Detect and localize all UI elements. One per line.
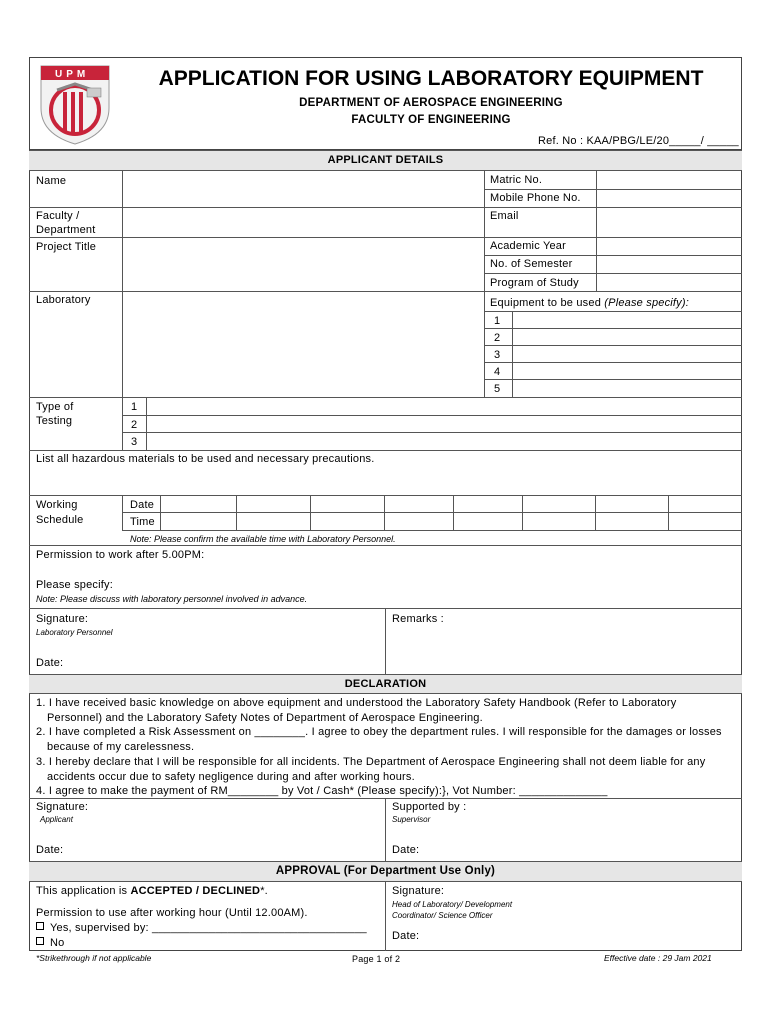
faculty-label-line2: Department <box>36 224 96 236</box>
testing-field-3[interactable] <box>147 433 741 449</box>
approval-title: APPROVAL (For Department Use Only) <box>275 865 496 877</box>
matric-field[interactable] <box>597 172 741 188</box>
declaration-line-3: 2. I have completed a Risk Assessment on ________. I agree to obey the department rules. I will responsible for the damages or losses <box>36 726 722 738</box>
testing-field-2[interactable] <box>147 416 741 431</box>
email-field[interactable] <box>597 208 741 236</box>
equipment-number-2: 2 <box>494 332 501 344</box>
name-field[interactable] <box>123 172 483 206</box>
page-number: Page 1 of 2 <box>352 954 401 964</box>
remarks-field[interactable] <box>386 628 741 674</box>
schedule-time-cells[interactable] <box>161 513 741 529</box>
lab-date-label: Date: <box>36 657 64 669</box>
laboratory-field[interactable] <box>123 292 483 396</box>
equipment-label-text: Equipment to be used <box>490 297 602 309</box>
applicant-signature-field[interactable] <box>30 826 384 841</box>
hazardous-field[interactable] <box>30 467 741 494</box>
hazardous-label: List all hazardous materials to be used and necessary precautions. <box>36 453 375 465</box>
equipment-field-5[interactable] <box>513 380 741 396</box>
permission-hour-label: Permission to use after working hour (Until 12.00AM). <box>36 907 308 919</box>
testing-number-3: 3 <box>131 436 138 448</box>
department-title: DEPARTMENT OF AEROSPACE ENGINEERING <box>299 97 563 109</box>
declaration-line-4: because of my carelessness. <box>47 741 195 753</box>
supervisor-caption: Supervisor <box>392 815 431 824</box>
academic-year-field[interactable] <box>597 238 741 254</box>
laboratory-label: Laboratory <box>36 294 91 306</box>
testing-field-1[interactable] <box>147 398 741 414</box>
faculty-label-line1: Faculty / <box>36 210 80 222</box>
declaration-line-1: 1. I have received basic knowledge on above equipment and understood the Laboratory Safety Handbook (Refer to Laboratory <box>36 697 677 709</box>
approval-status-choice[interactable]: ACCEPTED / DECLINED <box>130 885 261 897</box>
equipment-number-4: 4 <box>494 366 501 378</box>
approval-date-label: Date: <box>392 930 420 942</box>
applicant-caption: Applicant <box>40 815 73 824</box>
mobile-field[interactable] <box>597 190 741 206</box>
equipment-field-4[interactable] <box>513 363 741 378</box>
schedule-label-line2: Schedule <box>36 514 84 526</box>
faculty-title: FACULTY OF ENGINEERING <box>351 114 511 126</box>
effective-date: Effective date : 29 Jam 2021 <box>604 953 712 963</box>
upm-logo <box>33 62 117 146</box>
program-field[interactable] <box>597 274 741 290</box>
approval-status <box>36 884 268 898</box>
academic-year-label: Academic Year <box>490 240 566 252</box>
no-checkbox[interactable] <box>36 937 44 945</box>
lab-signature-label: Signature: <box>36 613 89 625</box>
faculty-field[interactable] <box>123 208 483 236</box>
semester-label: No. of Semester <box>490 258 573 270</box>
declaration-line-2: Personnel) and the Laboratory Safety Notes of Department of Aerospace Engineering. <box>47 712 483 724</box>
schedule-date-cells[interactable] <box>161 496 741 511</box>
schedule-date-label: Date <box>130 499 155 511</box>
equipment-field-1[interactable] <box>513 312 741 327</box>
schedule-note: Note: Please confirm the available time with Laboratory Personnel. <box>130 534 396 544</box>
declaration-line-7: 4. I agree to make the payment of RM________ by Vot / Cash* (Please specify):}, Vot Number: ______________ <box>36 785 608 797</box>
approval-status-prefix: This application is <box>36 885 131 897</box>
email-label: Email <box>490 210 519 222</box>
lab-signature-field[interactable] <box>30 638 384 654</box>
equipment-hint: (Please specify): <box>604 297 690 309</box>
head-caption-line2: Coordinator/ Science Officer <box>392 911 493 920</box>
name-label: Name <box>36 175 67 187</box>
supported-by-label: Supported by : <box>392 801 467 813</box>
lab-personnel-caption: Laboratory Personnel <box>36 628 113 637</box>
yes-checkbox[interactable] <box>36 922 44 930</box>
form-title: APPLICATION FOR USING LABORATORY EQUIPMENT <box>158 67 704 90</box>
remarks-label: Remarks : <box>392 613 444 625</box>
discuss-note: Note: Please discuss with laboratory personnel involved in advance. <box>36 594 308 604</box>
applicant-section-title: APPLICANT DETAILS <box>327 154 444 166</box>
permission-label: Permission to work after 5.00PM: <box>36 549 205 561</box>
project-title-label: Project Title <box>36 241 97 253</box>
please-specify-label: Please specify: <box>36 579 113 591</box>
applicant-date-label: Date: <box>36 844 64 856</box>
matric-label: Matric No. <box>490 174 543 186</box>
applicant-signature-label: Signature: <box>36 801 89 813</box>
declaration-line-6: accidents occur due to safety negligence during and after working hours. <box>47 771 415 783</box>
equipment-label <box>490 296 689 310</box>
equipment-field-3[interactable] <box>513 346 741 361</box>
strikethrough-note: *Strikethrough if not applicable <box>36 953 152 963</box>
supervisor-date-label: Date: <box>392 844 420 856</box>
semester-field[interactable] <box>597 256 741 272</box>
equipment-number-3: 3 <box>494 349 501 361</box>
logo-text: UPM <box>55 69 90 80</box>
declaration-title: DECLARATION <box>344 678 427 690</box>
testing-number-1: 1 <box>131 401 138 413</box>
approval-status-suffix: *. <box>260 885 268 897</box>
equipment-number-1: 1 <box>494 315 501 327</box>
testing-label-line2: Testing <box>36 415 73 427</box>
equipment-field-2[interactable] <box>513 329 741 344</box>
reference-number: Ref. No : KAA/PBG/LE/20_____/ _____ <box>538 135 739 147</box>
declaration-line-5: 3. I hereby declare that I will be responsible for all incidents. The Department of Aerospace Engineering shall not deem liable for any <box>36 756 706 768</box>
testing-number-2: 2 <box>131 419 138 431</box>
grid-line <box>122 530 742 531</box>
permission-field[interactable] <box>30 562 741 576</box>
yes-option-label: Yes, supervised by: __________________________________ <box>50 922 367 934</box>
schedule-time-label: Time <box>130 516 155 528</box>
grid-line <box>385 882 386 951</box>
schedule-label-line1: Working <box>36 499 78 511</box>
no-option[interactable] <box>36 936 64 950</box>
no-option-label: No <box>50 937 65 949</box>
head-caption-line1: Head of Laboratory/ Development <box>392 900 513 909</box>
mobile-label: Mobile Phone No. <box>490 192 581 204</box>
yes-option[interactable] <box>36 921 367 935</box>
approval-signature-label: Signature: <box>392 885 445 897</box>
grid-line <box>29 545 742 546</box>
grid-line <box>122 397 123 450</box>
testing-label-line1: Type of <box>36 401 74 413</box>
supervisor-signature-field[interactable] <box>386 826 741 841</box>
grid-line <box>29 450 742 451</box>
program-label: Program of Study <box>490 277 579 289</box>
project-title-field[interactable] <box>123 238 483 290</box>
equipment-number-5: 5 <box>494 383 501 395</box>
grid-line <box>484 171 485 397</box>
